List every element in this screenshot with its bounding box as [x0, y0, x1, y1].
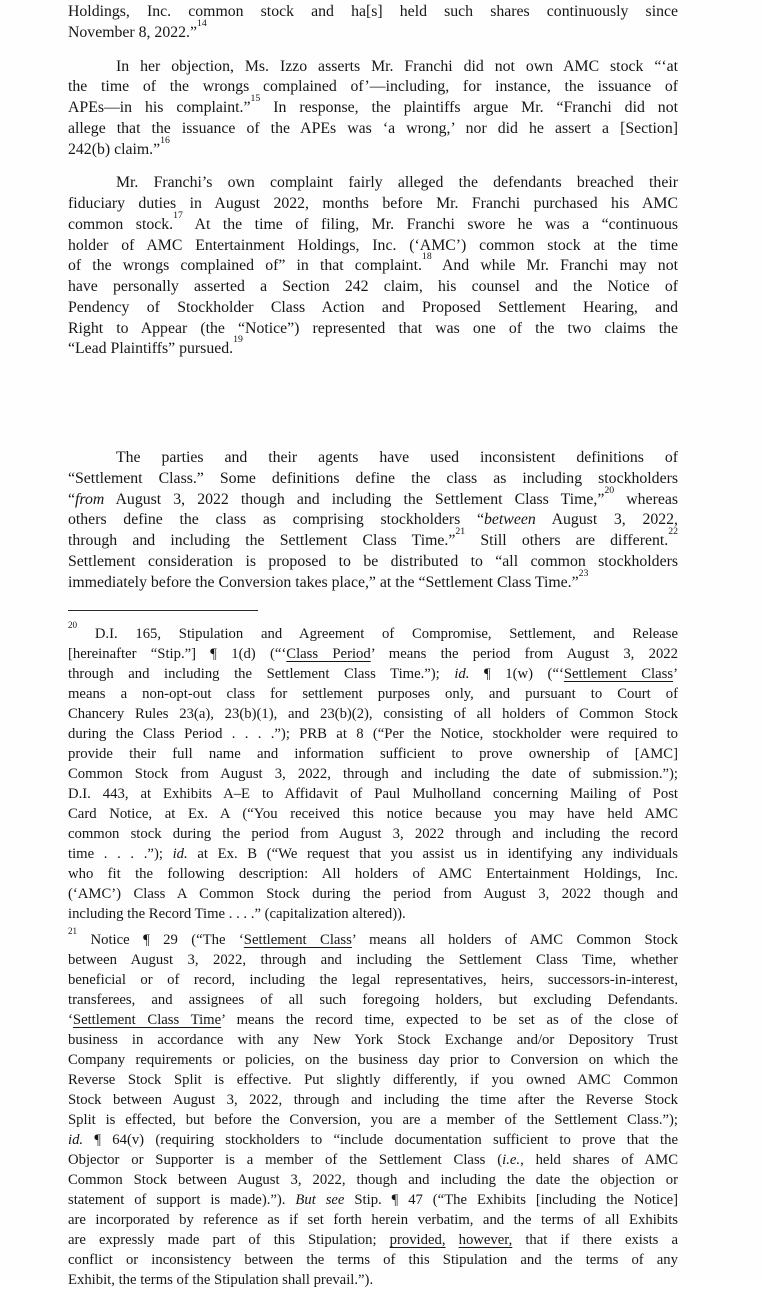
text-line: common stock.$^{17}$ At the time of filing, Mr. Franchi swore he was a “continuous: [68, 209, 678, 233]
text-line: time . . . .”); id. at Ex. B (“We request that you assist us in identifying any individuals: [68, 846, 678, 863]
text-line: others define the class as comprising stockholders “between August 3, 2022,: [68, 511, 678, 529]
footnote-reference: 15: [250, 93, 261, 105]
text-line: Reverse Stock Split is effective. Put slightly differently, if you owned AMC Common: [68, 1072, 678, 1089]
text-line: who fit the following description: All holders of AMC Entertainment Holdings, Inc.: [68, 866, 678, 883]
text-line: Right to Appear (the “Notice”) represented that was one of the two claims the: [68, 319, 678, 337]
text-line: Pendency of Stockholder Class Action and Proposed Settlement Hearing, and: [68, 298, 678, 316]
body-paragraph: [68, 57, 678, 161]
text-line: through and including the Settlement Class Time.”); id. ¶ 1(w) (“‘Settlement Class’: [68, 666, 678, 683]
text-line: beneficial or of record, including the legal representatives, heirs, successors-in-interest,: [68, 972, 678, 989]
text-line: In her objection, Ms. Izzo asserts Mr. Franchi did not own AMC stock “‘at: [116, 57, 678, 75]
text-line: fiduciary duties in August 2022, months before Mr. Franchi purchased his AMC: [68, 195, 678, 212]
text-line: statement of support is made).”). But see Stip. ¶ 47 (“The Exhibits [including the Notice]: [68, 1192, 678, 1209]
footnote-reference: 19: [233, 334, 243, 346]
text-line: “Settlement Class.” Some definitions define the class as including stockholders: [68, 469, 678, 487]
text-line: means a non-opt-out class for settlement purposes only, and pursuant to Court of: [68, 686, 678, 703]
text-line: “Lead Plaintiffs” pursued.$^{19}$: [68, 334, 243, 358]
text-line: Holdings, Inc. common stock and ha[s] held such shares continuously since: [68, 3, 678, 20]
text-line: Objector or Supporter is a member of the Settlement Class (i.e., held shares of AMC: [68, 1152, 678, 1169]
text-line: Common Stock from August 3, 2022, through and including the date of submission.”);: [68, 766, 678, 783]
text-line: including the Record Time . . . .” (capitalization altered)).: [68, 906, 406, 923]
text-line: common stock during the period from August 3, 2022 through and including the record: [68, 826, 678, 843]
text-line: The parties and their agents have used inconsistent definitions of: [116, 449, 678, 466]
text-line: are incorporated by reference as if set forth herein verbatim, and the terms of all Exhibits: [68, 1212, 678, 1229]
text-line: provide their full name and information sufficient to prove ownership of [AMC]: [68, 746, 678, 763]
text-line: through and including the Settlement Class Time.”$^{21}$ Still others are different.$^{22}$: [68, 526, 678, 549]
footnote-reference: 18: [421, 251, 432, 263]
text-line: Settlement consideration is proposed to be distributed to “all common stockholders: [68, 552, 678, 570]
text-line: November 8, 2022.”$^{14}$: [68, 17, 207, 41]
footnote-reference: 21: [455, 526, 466, 538]
footnote-reference: 17: [173, 209, 183, 221]
footnote: [68, 620, 678, 924]
text-line: between August 3, 2022, through and including the Settlement Class Time, whether: [68, 952, 678, 969]
text-line: of the wrongs complained of” in that complaint.$^{18}$ And while Mr. Franchi may not: [68, 251, 678, 275]
text-line: $^{20}$ D.I. 165, Stipulation and Agreement of Compromise, Settlement, and Release: [68, 620, 678, 643]
text-line: APEs—in his complaint.”$^{15}$ In response, the plaintiffs argue Mr. “Franchi did not: [68, 93, 678, 116]
text-line: id. ¶ 64(v) (requiring stockholders to “include documentation sufficient to prove that the: [68, 1132, 678, 1149]
opinion-body: [68, 2, 678, 593]
text-line: during the Class Period . . . .”); PRB at 8 (“Per the Notice, stockholder were required to: [68, 726, 678, 743]
text-line: Chancery Rules 23(a), 23(b)(1), and 23(b)(2), consisting of all holders of Common Stock: [68, 706, 678, 723]
footnote-reference: 23: [578, 567, 589, 579]
text-line: ‘Settlement Class Time’ means the record time, expected to be set as of the close of: [68, 1012, 678, 1029]
body-paragraph: [68, 448, 678, 593]
text-line: $^{21}$ Notice ¶ 29 (“The ‘Settlement Class’ means all holders of AMC Common Stock: [68, 926, 678, 949]
footnote-reference: 22: [668, 526, 678, 538]
text-line: conflict or inconsistency between the terms of this Stipulation and the terms of any: [68, 1252, 678, 1269]
text-line: the time of the wrongs complained of’—including, for instance, the issuance of: [68, 78, 678, 96]
text-line: transferees, and assignees of all such foregoing holders, but excluding Defendants.: [68, 992, 678, 1009]
text-line: D.I. 443, at Exhibits A–E to Affidavit of Paul Mulholland concerning Mailing of Post: [68, 786, 678, 803]
footnotes-section: [68, 620, 679, 1290]
footnote-reference: 14: [196, 17, 207, 29]
text-line: allege that the issuance of the APEs was ‘a wrong,’ nor did he assert a [Section]: [68, 119, 678, 137]
body-paragraph: [68, 2, 678, 44]
footnote-reference: 21: [68, 926, 78, 936]
text-line: business in accordance with any New York Stock Exchange and/or Depository Trust: [68, 1032, 678, 1049]
text-line: Common Stock between August 3, 2022, though and including the date the objection or: [68, 1172, 678, 1189]
text-line: 242(b) claim.”$^{16}$: [68, 134, 170, 158]
footnote-separator: [68, 610, 258, 611]
text-line: have personally asserted a Section 242 claim, his counsel and the Notice of: [68, 278, 678, 295]
text-line: holder of AMC Entertainment Holdings, Inc. (‘AMC’) common stock at the time: [68, 236, 678, 254]
text-line: Company requirements or policies, on the business day prior to Conversion on which the: [68, 1052, 678, 1069]
text-line: Mr. Franchi’s own complaint fairly alleged the defendants breached their: [116, 174, 678, 192]
text-line: Exhibit, the terms of the Stipulation shall prevail.”).: [68, 1272, 374, 1289]
text-line: immediately before the Conversion takes place,” at the “Settlement Class Time.”$^{23}$: [68, 567, 589, 591]
text-line: Card Notice, at Ex. A (“You received this notice because you may have held AMC: [68, 806, 678, 823]
text-line: Stock between August 3, 2022, through and including the time after the Reverse Stock: [68, 1092, 678, 1109]
footnote: [68, 926, 679, 1290]
body-paragraph: [68, 173, 678, 360]
footnote-reference: 16: [160, 134, 170, 146]
text-line: (‘AMC’) Class A Common Stock during the period from August 3, 2022 though and: [68, 886, 678, 903]
text-line: “from August 3, 2022 though and including the Settlement Class Time,”$^{20}$ whereas: [68, 484, 679, 508]
footnote-reference: 20: [68, 620, 78, 630]
text-line: [hereinafter “Stip.”] ¶ 1(d) (“‘Class Period’ means the period from August 3, 2022: [68, 646, 678, 663]
text-line: are expressly made part of this Stipulation; provided, however, that if there exists a: [68, 1232, 679, 1249]
footnote-reference: 20: [604, 484, 615, 496]
text-line: Split is effected, but before the Conversion, you are a member of the Settlement Class.”);: [68, 1112, 678, 1129]
